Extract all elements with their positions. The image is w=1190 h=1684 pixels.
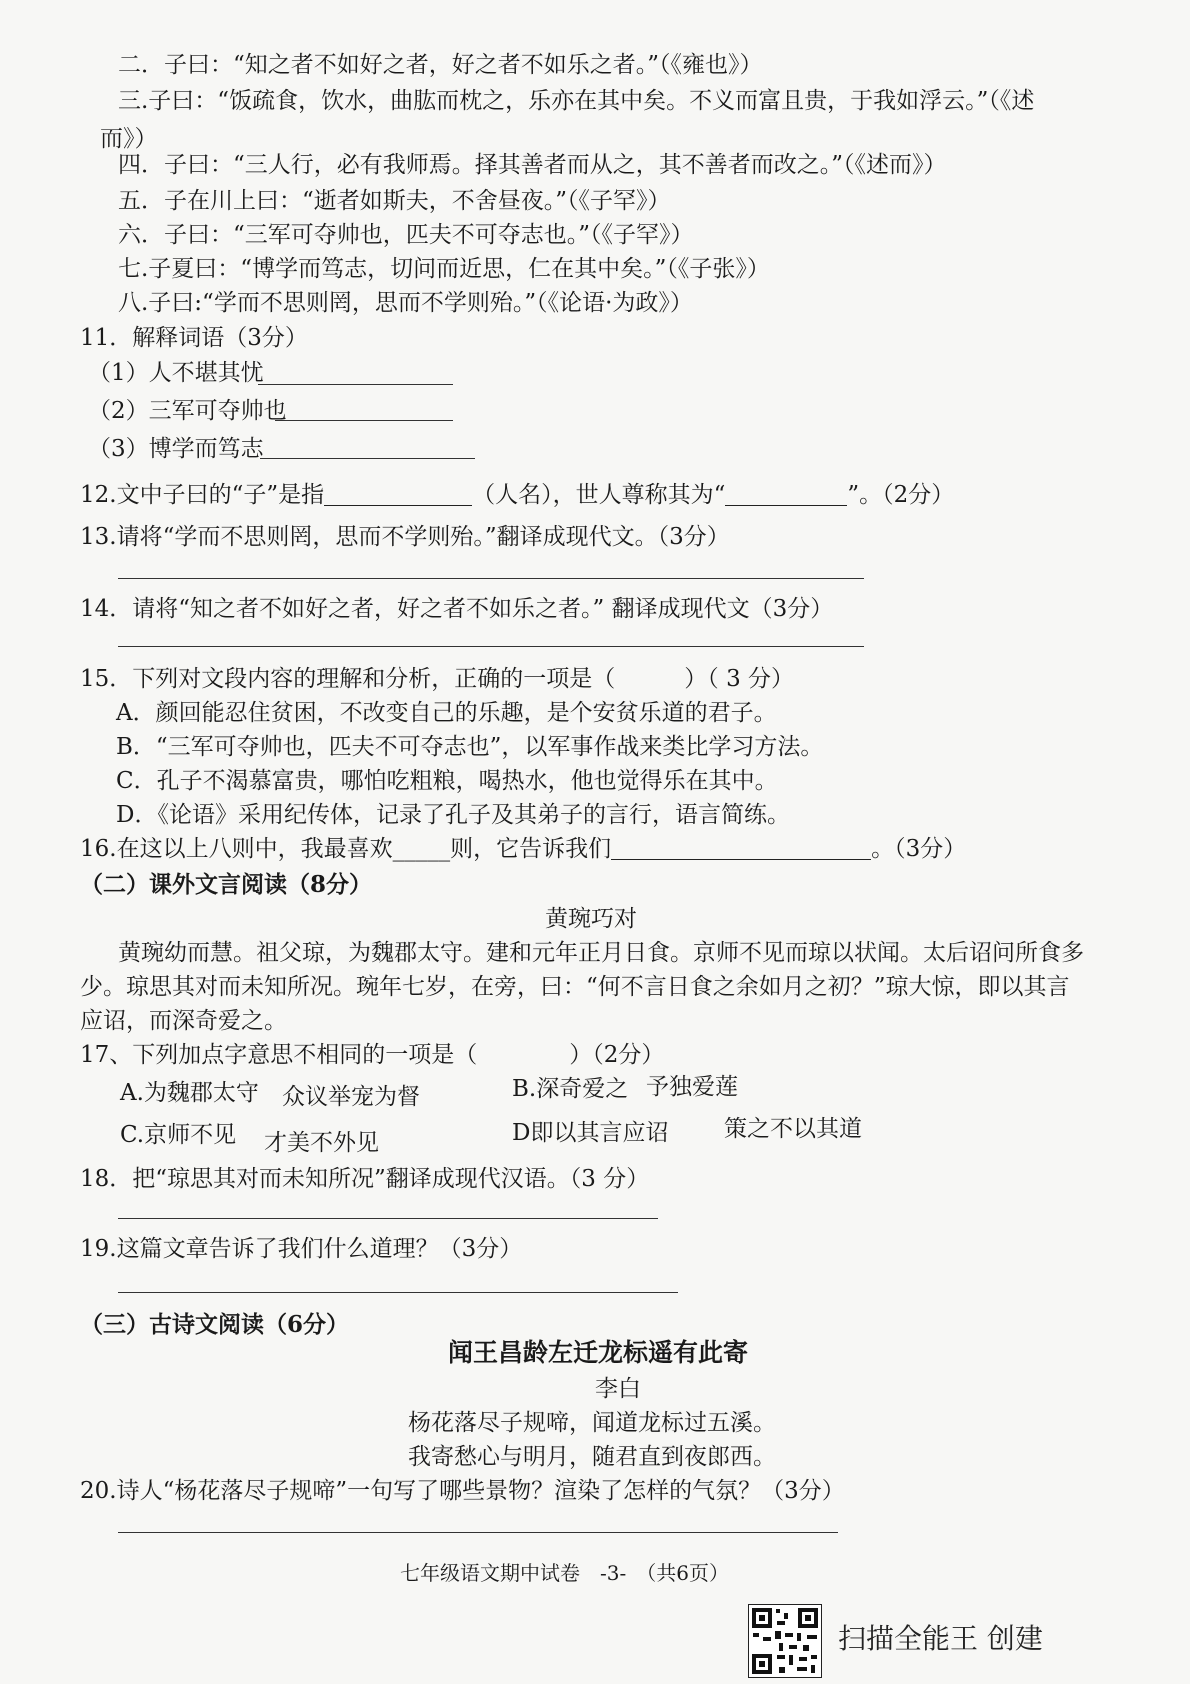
- page-footer: 七年级语文期中试卷 -3- （共6页）: [400, 1561, 729, 1585]
- q19-answer-line[interactable]: [118, 1292, 678, 1293]
- q12-line: [80, 480, 954, 510]
- q18-stem: 18．把“琼思其对而未知所况”翻译成现代汉语。（3 分）: [80, 1166, 650, 1192]
- q17-stem: 17、下列加点字意思不相同的一项是（ ）（2分）: [80, 1042, 665, 1068]
- poem-author: 李白: [595, 1376, 641, 1402]
- q16-text-a: 16.在这以上八则中，我最喜欢_____则，它告诉我们: [80, 836, 612, 862]
- lunyu-item-3-cont: 而》）: [100, 126, 158, 152]
- q11-stem: 11．解释词语（3分）: [80, 325, 308, 351]
- q12-blank-name[interactable]: [324, 481, 472, 506]
- q13-answer-line[interactable]: [118, 578, 864, 579]
- q17-option-b1[interactable]: B.深奇爱之: [512, 1076, 629, 1102]
- q15-option-d[interactable]: D．《论语》采用纪传体，记录了孔子及其弟子的言行，语言简练。: [116, 802, 790, 828]
- q12-text-a: 12.文中子曰的“子”是指: [80, 482, 325, 508]
- q20-answer-line[interactable]: [118, 1532, 838, 1533]
- q19-stem: 19.这篇文章告诉了我们什么道理？（3分）: [80, 1236, 523, 1262]
- q14-stem: 14．请将“知之者不如好之者，好之者不如乐之者。” 翻译成现代文（3分）: [80, 596, 834, 622]
- q12-text-c: ”。（2分）: [847, 482, 955, 508]
- q12-blank-title[interactable]: [725, 481, 847, 506]
- qr-code-graphic: [749, 1605, 821, 1677]
- q15-stem: 15．下列对文段内容的理解和分析，正确的一项是（ ）（ 3 分）: [80, 666, 795, 692]
- q16-line: [80, 834, 966, 864]
- poem-line-2: 我寄愁心与明月，随君直到夜郎西。: [408, 1444, 776, 1470]
- q16-text-b: 。（3分）: [871, 836, 967, 862]
- q11-item-2: （2）三军可夺帅也: [88, 398, 287, 424]
- lunyu-item-4: 四．子曰：“三人行，必有我师焉。择其善者而从之，其不善者而改之。”（《述而》）: [118, 152, 947, 178]
- lunyu-item-2: 二．子曰：“知之者不如好之者，好之者不如乐之者。”（《雍也》）: [118, 52, 763, 78]
- section-2-heading: （二）课外文言阅读（8分）: [80, 871, 373, 898]
- q11-answer-line-3[interactable]: [260, 458, 475, 459]
- q17-option-d2: 策之不以其道: [724, 1116, 862, 1142]
- lunyu-item-7: 七.子夏曰：“博学而笃志，切问而近思，仁在其中矣。”（《子张》）: [118, 256, 770, 282]
- lunyu-item-3: 三.子曰：“饭疏食，饮水，曲肱而枕之，乐亦在其中矣。不义而富且贵，于我如浮云。”（《述: [118, 88, 1035, 114]
- q20-stem: 20.诗人“杨花落尽子规啼”一句写了哪些景物？渲染了怎样的气氛？（3分）: [80, 1478, 845, 1504]
- qr-code-icon: [748, 1604, 822, 1678]
- q17-option-a2: 众议举宠为督: [282, 1084, 420, 1110]
- passage-title: 黄琬巧对: [545, 906, 637, 932]
- q11-item-3: （3）博学而笃志: [88, 436, 264, 462]
- q18-answer-line[interactable]: [118, 1218, 658, 1219]
- q17-option-c1[interactable]: C.京师不见: [120, 1122, 237, 1148]
- q14-answer-line[interactable]: [118, 646, 864, 647]
- q17-option-a1[interactable]: A.为魏郡太守: [120, 1080, 259, 1106]
- q17-option-c2: 才美不外见: [264, 1130, 379, 1156]
- q17-option-b2: 予独爱莲: [646, 1074, 738, 1100]
- q12-text-b: （人名），世人尊称其为“: [472, 482, 726, 508]
- passage-line-1: 黄琬幼而慧。祖父琼，为魏郡太守。建和元年正月日食。京师不见而琼以状闻。太后诏问所食多: [118, 940, 1084, 966]
- poem-title: 闻王昌龄左迁龙标遥有此寄: [448, 1338, 749, 1367]
- q11-answer-line-1[interactable]: [258, 384, 453, 385]
- passage-line-3: 应诏，而深奇爱之。: [80, 1008, 287, 1034]
- lunyu-item-5: 五．子在川上曰：“逝者如斯夫，不舍昼夜。”（《子罕》）: [118, 188, 671, 214]
- passage-line-2: 少。琼思其对而未知所况。琬年七岁，在旁，曰：“何不言日食之余如月之初？”琼大惊，即以其言: [80, 974, 1070, 1000]
- q15-option-a[interactable]: A．颜回能忍住贫困，不改变自己的乐趣，是个安贫乐道的君子。: [116, 700, 777, 726]
- scanner-watermark: 扫描全能王 创建: [838, 1622, 1043, 1655]
- q11-item-1: （1）人不堪其忧: [88, 360, 264, 386]
- q16-blank-meaning[interactable]: [611, 835, 871, 860]
- q17-option-d1[interactable]: D即以其言应诏: [512, 1120, 669, 1146]
- lunyu-item-8: 八.子曰:“学而不思则罔，思而不学则殆。”（《论语·为政》）: [118, 290, 693, 316]
- q11-answer-line-2[interactable]: [275, 420, 453, 421]
- lunyu-item-6: 六．子曰：“三军可夺帅也，匹夫不可夺志也。”（《子罕》）: [118, 222, 694, 248]
- section-3-heading: （三）古诗文阅读（6分）: [80, 1311, 350, 1338]
- q13-stem: 13.请将“学而不思则罔，思而不学则殆。”翻译成现代文。（3分）: [80, 524, 730, 550]
- q15-option-b[interactable]: B．“三军可夺帅也，匹夫不可夺志也”，以军事作战来类比学习方法。: [116, 734, 824, 760]
- poem-line-1: 杨花落尽子规啼，闻道龙标过五溪。: [408, 1410, 776, 1436]
- q15-option-c[interactable]: C．孔子不渴慕富贵，哪怕吃粗粮，喝热水，他也觉得乐在其中。: [116, 768, 778, 794]
